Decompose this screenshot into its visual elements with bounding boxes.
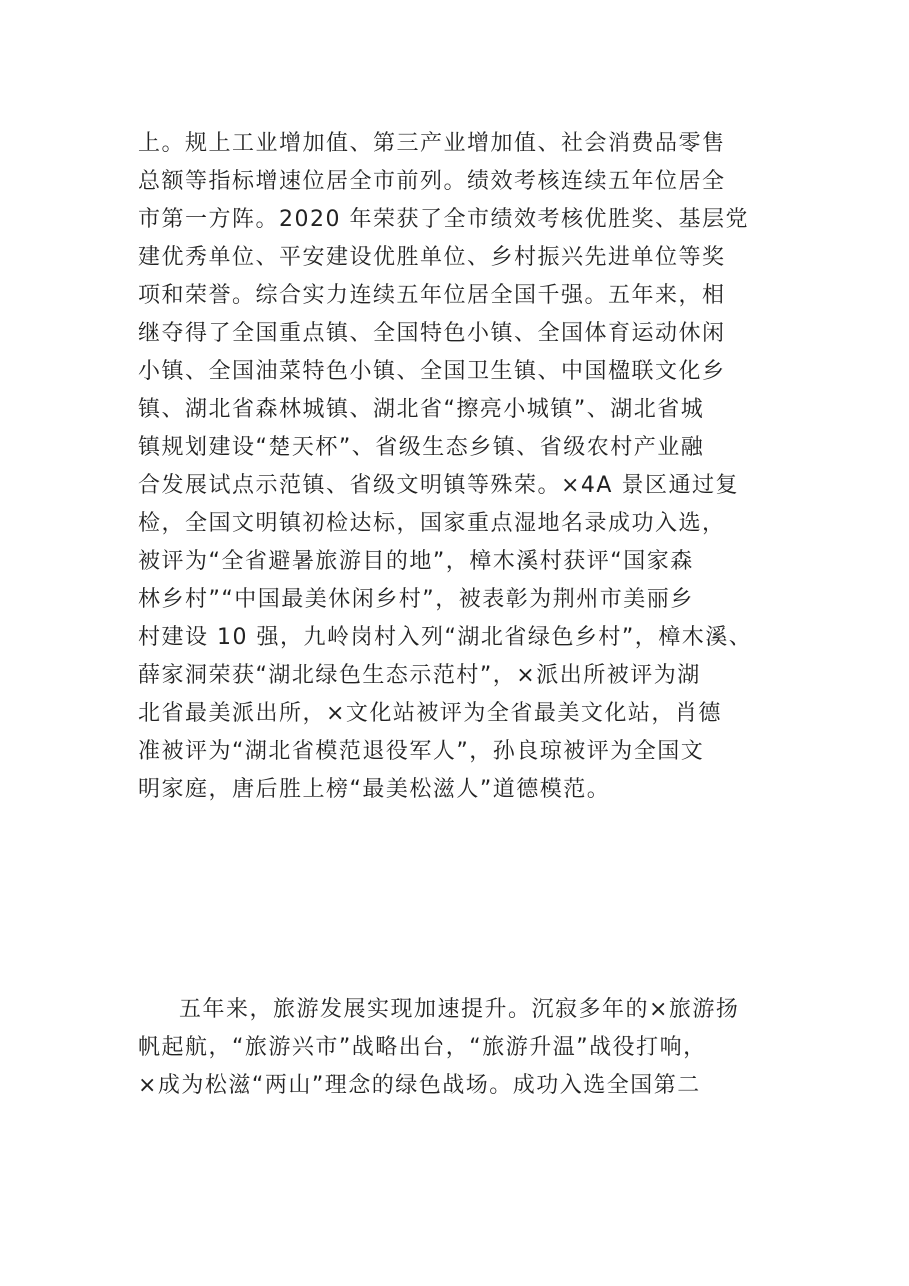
text-line: ×成为松滋“两山”理念的绿色战场。成功入选全国第二	[138, 1073, 701, 1098]
paragraph-awards	[138, 125, 774, 809]
text-line: 明家庭，唐后胜上榜“最美松滋人”道德模范。	[138, 777, 611, 802]
text-line: 镇、湖北省森林城镇、湖北省“擦亮小城镇”、湖北省城	[138, 397, 705, 422]
text-line: 项和荣誉。综合实力连续五年位居全国千强。五年来，相	[138, 283, 726, 308]
text-line: 五年来，旅游发展实现加速提升。沉寂多年的×旅游扬	[179, 997, 740, 1022]
text-line: 建优秀单位、平安建设优胜单位、乡村振兴先进单位等奖	[138, 245, 726, 270]
text-line: 北省最美派出所，×文化站被评为全省最美文化站，肖德	[138, 701, 722, 726]
text-line: 小镇、全国油菜特色小镇、全国卫生镇、中国楹联文化乡	[138, 359, 726, 384]
text-line: 被评为“全省避暑旅游目的地”，樟木溪村获评“国家森	[138, 549, 694, 574]
text-line: 市第一方阵。2020 年荣获了全市绩效考核优胜奖、基层党	[138, 207, 749, 232]
text-line: 林乡村”“中国最美休闲乡村”，被表彰为荆州市美丽乡	[138, 587, 694, 612]
text-line: 薛家洞荣获“湖北绿色生态示范村”，×派出所被评为湖	[138, 663, 701, 688]
text-line: 总额等指标增速位居全市前列。绩效考核连续五年位居全	[138, 169, 726, 194]
paragraph-tourism	[138, 991, 774, 1105]
text-line: 合发展试点示范镇、省级文明镇等殊荣。×4A 景区通过复	[138, 473, 739, 498]
text-line: 村建设 10 强，九岭岗村入列“湖北省绿色乡村”，樟木溪、	[138, 625, 753, 650]
text-line: 准被评为“湖北省模范退役军人”，孙良琼被评为全国文	[138, 739, 705, 764]
text-line: 帆起航，“旅游兴市”战略出台，“旅游升温”战役打响，	[138, 1035, 707, 1060]
text-line: 镇规划建设“楚天杯”、省级生态乡镇、省级农村产业融	[138, 435, 705, 460]
text-line: 继夺得了全国重点镇、全国特色小镇、全国体育运动休闲	[138, 321, 726, 346]
text-line: 检，全国文明镇初检达标，国家重点湿地名录成功入选，	[138, 511, 726, 536]
text-line: 上。规上工业增加值、第三产业增加值、社会消费品零售	[138, 131, 726, 156]
